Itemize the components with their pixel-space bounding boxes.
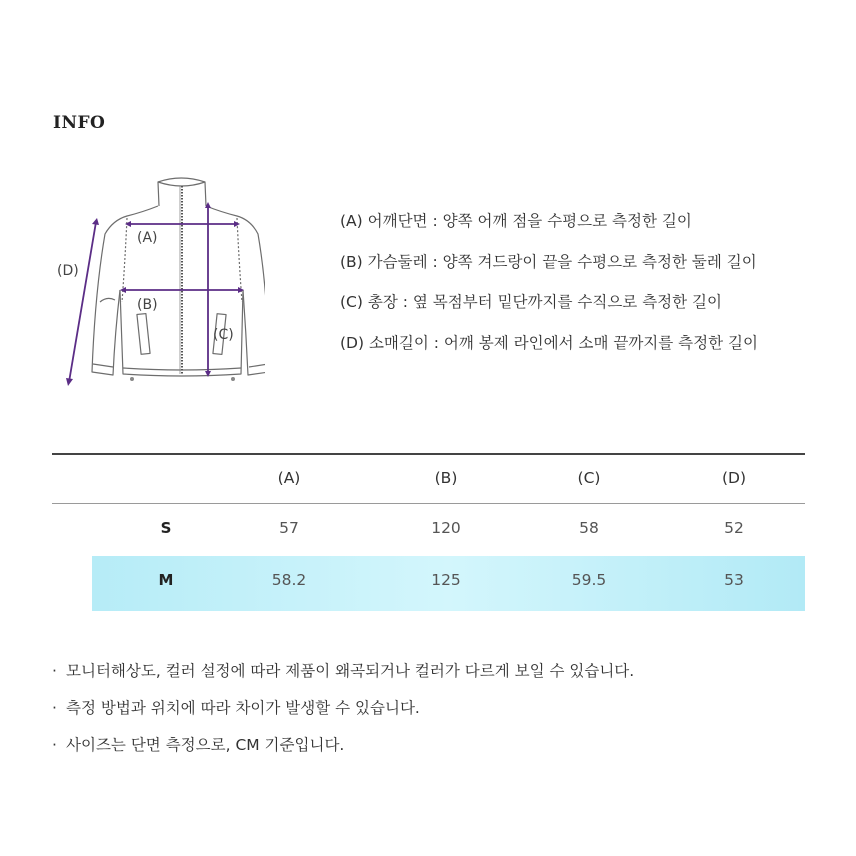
cell-m-d: 53 <box>724 571 744 589</box>
table-header-rule <box>52 503 805 504</box>
notes-list <box>52 659 634 770</box>
cell-s-b: 120 <box>431 519 461 537</box>
jacket-diagram <box>55 172 265 392</box>
cell-m-b: 125 <box>431 571 461 589</box>
measurement-legend <box>340 208 758 370</box>
legend-b: (B) 가슴둘레 : 양쪽 겨드랑이 끝을 수평으로 측정한 둘레 길이 <box>340 252 757 271</box>
label-d: (D) <box>57 263 79 279</box>
bullet-icon: · <box>52 699 57 717</box>
legend-d: (D) 소매길이 : 어깨 봉제 라인에서 소매 끝까지를 측정한 길이 <box>340 333 758 352</box>
cell-s-a: 57 <box>279 519 299 537</box>
header-a: (A) <box>277 469 301 487</box>
bullet-icon: · <box>52 662 57 680</box>
cell-s-d: 52 <box>724 519 744 537</box>
label-c: (C) <box>213 327 234 343</box>
cell-s-c: 58 <box>579 519 599 537</box>
label-a: (A) <box>137 230 158 246</box>
info-title: INFO <box>53 113 106 133</box>
header-d: (D) <box>721 469 747 487</box>
header-c: (C) <box>577 469 601 487</box>
row-label-s: S <box>160 519 172 537</box>
row-label-m: M <box>158 571 174 589</box>
legend-c: (C) 총장 : 옆 목점부터 밑단까지를 수직으로 측정한 길이 <box>340 293 722 311</box>
cell-m-a: 58.2 <box>271 571 307 589</box>
table-top-rule <box>52 453 805 455</box>
header-b: (B) <box>434 469 458 487</box>
note-text: 모니터해상도, 컬러 설정에 따라 제품이 왜곡되거나 컬러가 다르게 보일 수 있습니다. <box>66 662 635 680</box>
note-item <box>52 696 634 733</box>
bullet-icon: · <box>52 736 57 754</box>
legend-a: (A) 어깨단면 : 양쪽 어깨 점을 수평으로 측정한 길이 <box>340 212 692 230</box>
label-b: (B) <box>137 297 158 313</box>
note-item <box>52 659 634 696</box>
cell-m-c: 59.5 <box>571 571 607 589</box>
note-text: 사이즈는 단면 측정으로, CM 기준입니다. <box>66 736 345 754</box>
note-item <box>52 733 634 770</box>
note-text: 측정 방법과 위치에 따라 차이가 발생할 수 있습니다. <box>66 699 420 717</box>
measure-line-d <box>69 222 96 382</box>
